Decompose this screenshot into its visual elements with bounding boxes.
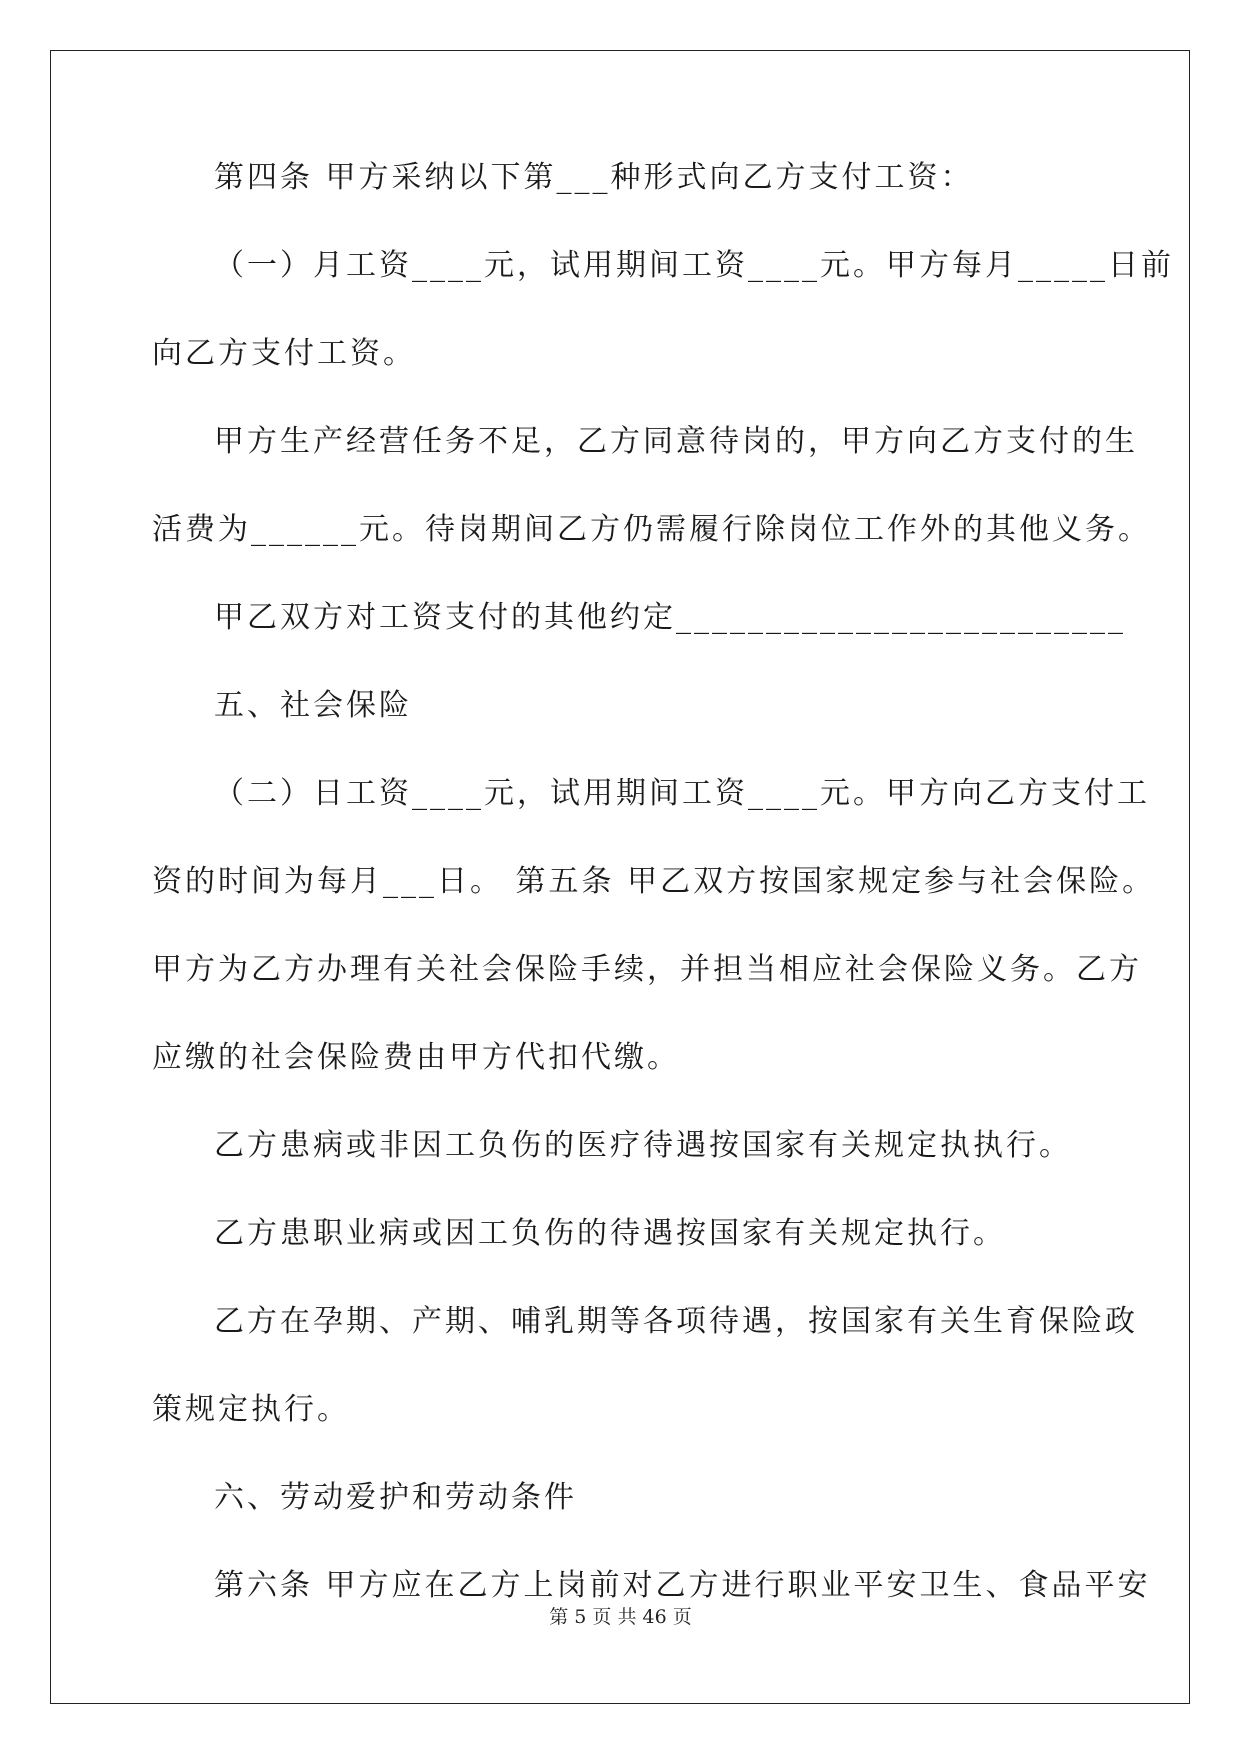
- text-line: 向乙方支付工资。: [152, 336, 416, 371]
- section-heading: 六、劳动爱护和劳动条件: [214, 1480, 577, 1515]
- section-heading: 五、社会保险: [214, 688, 412, 723]
- text-line: 资的时间为每月___日。 第五条 甲乙双方按国家规定参与社会保险。: [152, 864, 1156, 899]
- text-line: 第四条 甲方采纳以下第___种形式向乙方支付工资：: [214, 160, 974, 195]
- text-line: 甲方生产经营任务不足，乙方同意待岗的，甲方向乙方支付的生: [214, 424, 1138, 459]
- text-line: 第六条 甲方应在乙方上岗前对乙方进行职业平安卫生、食品平安: [214, 1568, 1151, 1603]
- text-line: （一）月工资____元，试用期间工资____元。甲方每月_____日前: [214, 248, 1174, 283]
- page-number-footer: 第 5 页 共 46 页: [549, 1606, 692, 1628]
- text-line: 策规定执行。: [152, 1392, 350, 1427]
- document-body: [152, 158, 1174, 1654]
- text-line: 活费为______元。待岗期间乙方仍需履行除岗位工作外的其他义务。: [152, 512, 1151, 547]
- text-line: 乙方患职业病或因工负伤的待遇按国家有关规定执行。: [214, 1216, 1006, 1251]
- text-line: 甲方为乙方办理有关社会保险手续，并担当相应社会保险义务。乙方: [152, 952, 1142, 987]
- text-line: 乙方患病或非因工负伤的医疗待遇按国家有关规定执执行。: [214, 1128, 1072, 1163]
- text-line: 甲乙双方对工资支付的其他约定_________________________: [214, 600, 1126, 635]
- text-line: 乙方在孕期、产期、哺乳期等各项待遇，按国家有关生育保险政: [214, 1304, 1138, 1339]
- text-line: （二）日工资____元，试用期间工资____元。甲方向乙方支付工: [214, 776, 1150, 811]
- text-line: 应缴的社会保险费由甲方代扣代缴。: [152, 1040, 680, 1075]
